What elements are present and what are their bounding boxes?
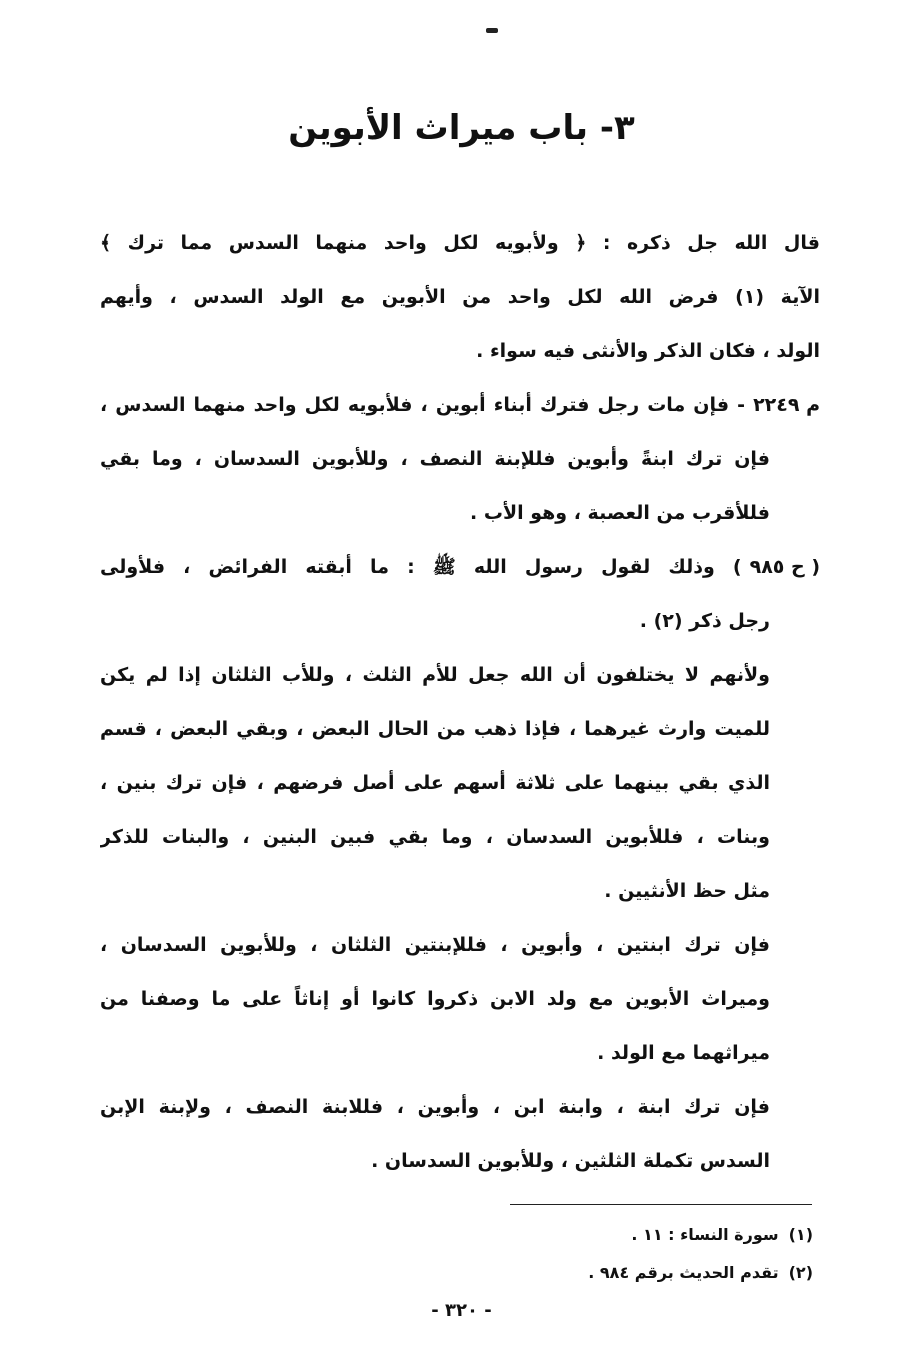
text-line: فإن ترك ابنة ، وابنة ابن ، وأبوين ، فللابنة النصف ، ولإبنة الإبن <box>100 1096 770 1118</box>
text-line: فإن ترك ابنةً وأبوين فللإبنة النصف ، وللأبوين السدسان ، وما بقي <box>100 448 770 470</box>
paragraph-marker: م ٢٢٤٩ <box>753 394 820 416</box>
text-line: الآية (١) فرض الله لكل واحد من الأبوين مع الولد السدس ، وأيهم <box>100 286 820 308</box>
text-line <box>100 378 820 432</box>
text-line: للميت وارث غيرهما ، فإذا ذهب من الحال البعض ، وبقي البعض ، قسم <box>100 718 770 740</box>
text-line: الولد ، فكان الذكر والأنثى فيه سواء . <box>476 340 820 362</box>
page-number: - ٣٢٠ - <box>431 1300 492 1321</box>
text-line: ميراثهما مع الولد . <box>597 1042 770 1064</box>
footnote-item <box>413 1216 813 1254</box>
footnote-item <box>413 1254 813 1292</box>
text-line: رجل ذكر (٢) . <box>639 610 770 632</box>
text-line: فللأقرب من العصبة ، وهو الأب . <box>470 502 770 524</box>
text-line: السدس تكملة الثلثين ، وللأبوين السدسان . <box>371 1150 770 1172</box>
text-line: الذي بقي بينهما على ثلاثة أسهم على أصل فرضهم ، فإن ترك بنين ، <box>100 772 770 794</box>
paragraph-marker: ( ح ٩٨٥ <box>749 556 820 578</box>
text-span: ) وذلك لقول رسول الله ﷺ : ما أبقته الفرائض ، فلأولى <box>100 556 742 578</box>
text-line: ولأنهم لا يختلفون أن الله جعل للأم الثلث ، وللأب الثلثان إذا لم يكن <box>100 664 770 686</box>
body-text <box>100 216 820 1188</box>
footnote-number: (١) <box>788 1225 813 1244</box>
footnote-text: سورة النساء : ١١ . <box>631 1225 779 1244</box>
text-line: مثل حظ الأنثيين . <box>604 880 770 902</box>
text-span: - فإن مات رجل فترك أبناء أبوين ، فلأبويه لكل واحد منهما السدس ، <box>100 394 746 416</box>
text-line: وميراث الأبوين مع ولد الابن ذكروا كانوا أو إناثاً على ما وصفنا من <box>100 988 770 1010</box>
text-line <box>100 540 820 594</box>
text-line: فإن ترك ابنتين ، وأبوين ، فللإبنتين الثلثان ، وللأبوين السدسان ، <box>100 934 770 956</box>
footnote-separator <box>510 1204 812 1205</box>
footnote-number: (٢) <box>788 1263 813 1282</box>
text-line: قال الله جل ذكره : ﴿ ولأبويه لكل واحد منهما السدس مما ترك ﴾ <box>100 232 820 254</box>
text-line: وبنات ، فللأبوين السدسان ، وما بقي فبين البنين ، والبنات للذكر <box>100 826 770 848</box>
chapter-heading: ٣- باب ميراث الأبوين <box>288 108 635 148</box>
top-ink-mark <box>486 28 498 33</box>
footnote-text: تقدم الحديث برقم ٩٨٤ . <box>588 1263 779 1282</box>
footnotes <box>413 1216 813 1292</box>
